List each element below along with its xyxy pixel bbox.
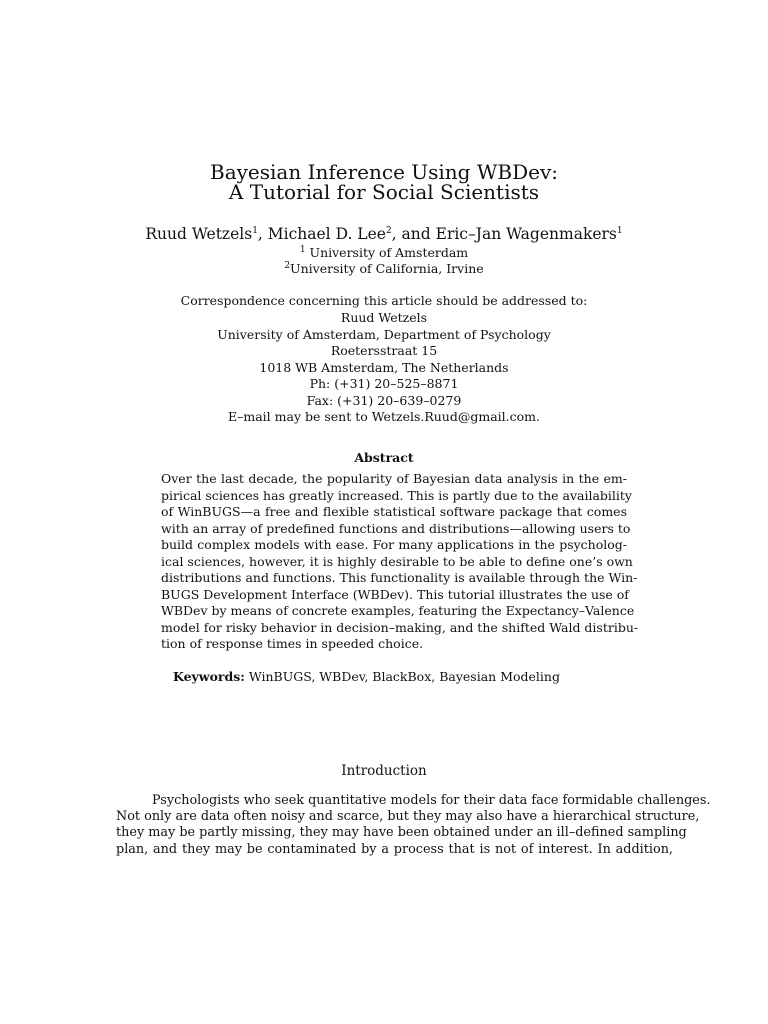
correspondence-email-line: E–mail may be sent to Wetzels.Ruud@gmail.com.: [227, 409, 540, 424]
body-text-line: they may be partly missing, they may have been obtained under an ill–defined sampling: [116, 825, 687, 840]
correspondence-line: Ruud Wetzels: [340, 310, 428, 325]
abstract-line: Over the last decade, the popularity of Bayesian data analysis in the em-: [161, 471, 627, 486]
abstract-line: ical sciences, however, it is highly desirable to be able to define one’s own: [161, 554, 633, 569]
correspondence-line: Fax: (+31) 20–639–0279: [306, 393, 462, 408]
keywords-text: WinBUGS, WBDev, BlackBox, Bayesian Modeling: [244, 669, 560, 684]
author-name: Ruud Wetzels: [145, 225, 253, 243]
author-separator: , and: [391, 225, 436, 243]
correspondence-line: Ph: (+31) 20–525–8871: [309, 376, 459, 391]
abstract-line: tion of response times in speeded choice.: [161, 636, 424, 651]
affiliation-line: [0, 245, 768, 261]
introduction-heading: Introduction: [341, 763, 427, 779]
paper-title-line-2: A Tutorial for Social Scientists: [228, 180, 540, 204]
author-separator: ,: [257, 225, 268, 243]
correspondence-line: University of Amsterdam, Department of Psychology: [217, 327, 551, 342]
keywords-line: [173, 669, 560, 685]
abstract-line: of WinBUGS—a free and flexible statistical software package that comes: [161, 504, 627, 519]
affiliation-marker: 1: [299, 244, 306, 255]
affiliation-text: University of Amsterdam: [305, 245, 469, 260]
author-name: Michael D. Lee: [267, 225, 386, 243]
paper-title-line-1: Bayesian Inference Using WBDev:: [210, 160, 558, 184]
abstract-line: with an array of predefined functions and distributions—allowing users to: [161, 521, 631, 536]
correspondence-line: Roetersstraat 15: [330, 343, 438, 358]
affiliation-marker: 2: [284, 260, 291, 271]
abstract-heading: Abstract: [354, 450, 414, 465]
body-text-line: Psychologists who seek quantitative models for their data face formidable challenges.: [152, 793, 711, 808]
abstract-line: pirical sciences has greatly increased. This is partly due to the availability: [161, 488, 632, 503]
correspondence-line: Correspondence concerning this article should be addressed to:: [180, 293, 588, 308]
body-text-line: plan, and they may be contaminated by a process that is not of interest. In addition,: [116, 842, 673, 857]
author-list: [0, 225, 768, 243]
body-text-line: Not only are data often noisy and scarce, but they may also have a hierarchical structure,: [116, 809, 700, 824]
abstract-line: WBDev by means of concrete examples, featuring the Expectancy–Valence: [161, 603, 635, 618]
author-affiliation-marker: 2: [385, 225, 392, 236]
correspondence-line: 1018 WB Amsterdam, The Netherlands: [259, 360, 509, 375]
abstract-line: build complex models with ease. For many applications in the psycholog-: [161, 537, 627, 552]
keywords-label: Keywords:: [173, 669, 245, 684]
affiliation-line: [0, 261, 768, 277]
author-affiliation-marker: 1: [252, 225, 258, 236]
author-name: Eric–Jan Wagenmakers: [435, 225, 617, 243]
abstract-line: model for risky behavior in decision–making, and the shifted Wald distribu-: [161, 620, 639, 635]
author-affiliation-marker: 1: [616, 225, 623, 236]
abstract-line: distributions and functions. This functionality is available through the Win-: [161, 570, 638, 585]
abstract-line: BUGS Development Interface (WBDev). This tutorial illustrates the use of: [161, 587, 629, 602]
affiliation-text: University of California, Irvine: [290, 261, 484, 276]
